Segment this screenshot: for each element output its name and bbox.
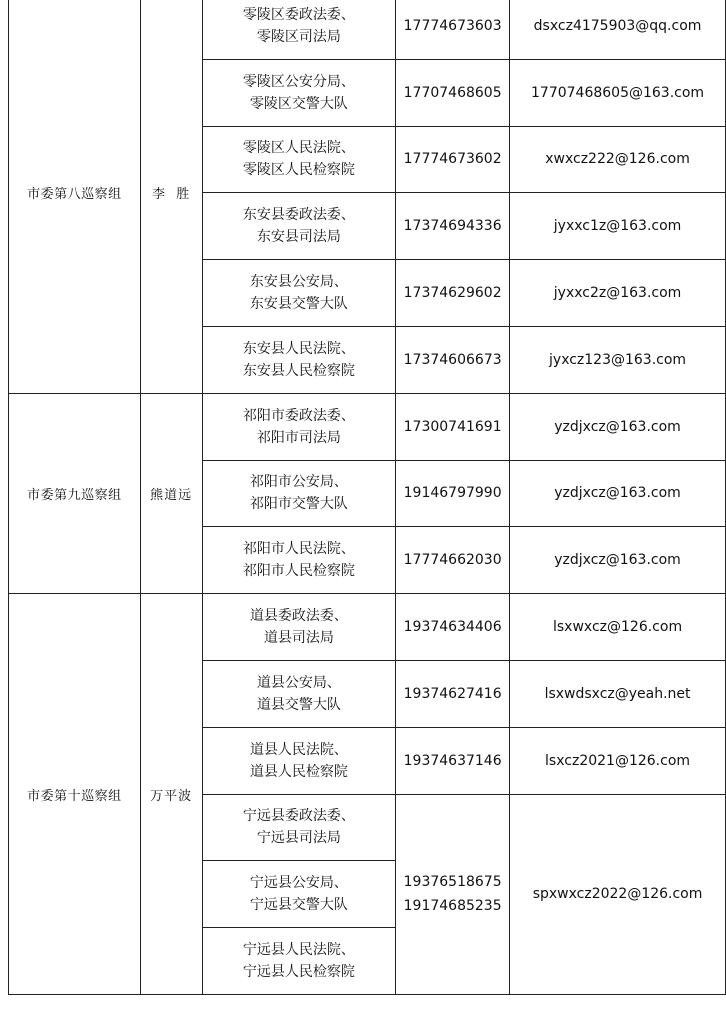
group-leader-cell: 李 胜 <box>140 0 202 393</box>
unit-line: 道县公安局、 <box>256 674 341 691</box>
phone-cell <box>396 260 510 327</box>
unit-line: 东安县司法局 <box>256 229 341 246</box>
unit-line: 东安县人民法院、 <box>242 340 355 357</box>
phone-number: 17774662030 <box>403 552 502 569</box>
phone-number: 17374606673 <box>403 351 502 368</box>
table-row <box>9 0 726 59</box>
unit-line: 东安县委政法委、 <box>242 207 355 224</box>
unit-line: 零陵区人民检察院 <box>242 162 355 179</box>
email-cell: yzdjxcz@163.com <box>510 460 726 527</box>
phone-cell <box>396 660 510 727</box>
unit-line: 零陵区委政法委、 <box>242 6 355 23</box>
phone-number: 19174685235 <box>403 898 502 915</box>
phone-cell <box>396 393 510 460</box>
inspection-contact-table <box>8 0 726 995</box>
unit-line: 道县司法局 <box>263 630 334 647</box>
unit-line: 宁远县司法局 <box>256 830 341 847</box>
unit-cell <box>202 660 396 727</box>
unit-line: 宁远县委政法委、 <box>242 808 355 825</box>
phone-number: 17374694336 <box>403 218 502 235</box>
unit-cell <box>202 193 396 260</box>
unit-cell <box>202 126 396 193</box>
unit-line: 祁阳市人民法院、 <box>242 541 355 558</box>
unit-line: 零陵区人民法院、 <box>242 140 355 157</box>
unit-line: 东安县公安局、 <box>249 274 348 291</box>
unit-line: 零陵区公安分局、 <box>242 73 355 90</box>
email-cell: jyxxc1z@163.com <box>510 193 726 260</box>
email-cell: lsxwdsxcz@yeah.net <box>510 660 726 727</box>
unit-line: 祁阳市司法局 <box>256 429 341 446</box>
unit-line: 祁阳市委政法委、 <box>242 407 355 424</box>
group-name-cell: 市委第十巡察组 <box>9 594 141 995</box>
group-name-cell: 市委第八巡察组 <box>9 0 141 393</box>
email-cell: yzdjxcz@163.com <box>510 527 726 594</box>
unit-line: 道县委政法委、 <box>249 608 348 625</box>
unit-line: 宁远县人民检察院 <box>242 964 355 981</box>
unit-line: 零陵区司法局 <box>256 28 341 45</box>
phone-number: 17774673603 <box>403 17 502 34</box>
group-leader-cell: 熊道远 <box>140 393 202 593</box>
unit-cell <box>202 527 396 594</box>
unit-cell <box>202 928 396 995</box>
phone-number: 17774673602 <box>403 151 502 168</box>
email-cell: jyxcz123@163.com <box>510 326 726 393</box>
unit-line: 道县交警大队 <box>256 696 341 713</box>
phone-cell <box>396 527 510 594</box>
email-cell: 17707468605@163.com <box>510 59 726 126</box>
unit-cell <box>202 727 396 794</box>
unit-line: 祁阳市公安局、 <box>249 474 348 491</box>
unit-line: 宁远县人民法院、 <box>242 942 355 959</box>
phone-cell <box>396 0 510 59</box>
phone-cell <box>396 126 510 193</box>
unit-line: 祁阳市交警大队 <box>249 496 348 513</box>
unit-cell <box>202 326 396 393</box>
phone-number: 19376518675 <box>403 874 502 891</box>
phone-cell <box>396 794 510 994</box>
phone-number: 17300741691 <box>403 418 502 435</box>
group-name-cell: 市委第九巡察组 <box>9 393 141 593</box>
unit-line: 宁远县公安局、 <box>249 875 348 892</box>
phone-number: 19374627416 <box>403 685 502 702</box>
phone-cell <box>396 594 510 661</box>
unit-line: 祁阳市人民检察院 <box>242 563 355 580</box>
phone-cell <box>396 460 510 527</box>
unit-line: 东安县人民检察院 <box>242 362 355 379</box>
phone-cell <box>396 59 510 126</box>
phone-number: 19374634406 <box>403 619 502 636</box>
unit-line: 宁远县交警大队 <box>249 897 348 914</box>
email-cell: jyxxc2z@163.com <box>510 260 726 327</box>
unit-line: 东安县交警大队 <box>249 296 348 313</box>
email-cell: lsxcz2021@126.com <box>510 727 726 794</box>
group-leader-cell: 万平波 <box>140 594 202 995</box>
phone-cell <box>396 326 510 393</box>
phone-cell <box>396 193 510 260</box>
unit-cell <box>202 260 396 327</box>
email-cell: spxwxcz2022@126.com <box>510 794 726 994</box>
unit-line: 零陵区交警大队 <box>249 95 348 112</box>
unit-cell <box>202 594 396 661</box>
email-cell: lsxwxcz@126.com <box>510 594 726 661</box>
phone-number: 19146797990 <box>403 485 502 502</box>
unit-cell <box>202 393 396 460</box>
table-row <box>9 594 726 661</box>
unit-cell <box>202 794 396 861</box>
unit-cell <box>202 460 396 527</box>
unit-cell <box>202 0 396 59</box>
table-row <box>9 393 726 460</box>
phone-number: 17374629602 <box>403 285 502 302</box>
email-cell: xwxcz222@126.com <box>510 126 726 193</box>
unit-cell <box>202 861 396 928</box>
unit-cell <box>202 59 396 126</box>
unit-line: 道县人民法院、 <box>249 741 348 758</box>
phone-number: 19374637146 <box>403 752 502 769</box>
email-cell: yzdjxcz@163.com <box>510 393 726 460</box>
phone-cell <box>396 727 510 794</box>
phone-number: 17707468605 <box>403 84 502 101</box>
email-cell: dsxcz4175903@qq.com <box>510 0 726 59</box>
unit-line: 道县人民检察院 <box>249 763 348 780</box>
